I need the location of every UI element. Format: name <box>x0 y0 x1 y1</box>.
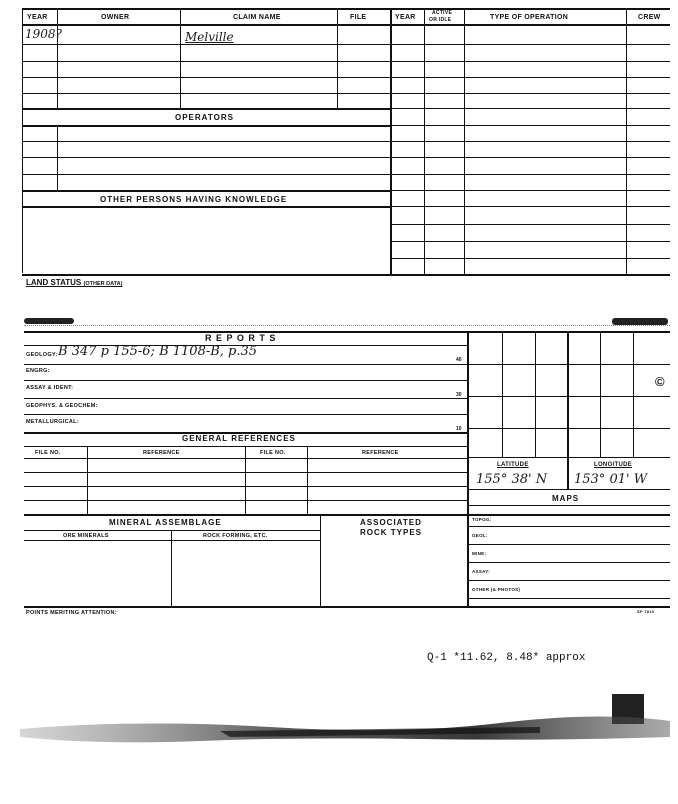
land-status-label: LAND STATUS (OTHER DATA) <box>26 278 123 287</box>
mineral-assemblage-title: MINERAL ASSEMBLAGE <box>109 518 222 527</box>
margin-number-30: 30 <box>456 392 462 398</box>
header-active: ACTIVE <box>432 10 453 16</box>
general-references-title: GENERAL REFERENCES <box>182 434 296 443</box>
map-other: OTHER (& PHOTOS) <box>472 587 521 592</box>
header-owner: OWNER <box>101 14 130 21</box>
header-claim-name: CLAIM NAME <box>233 14 281 21</box>
row1-year: 1908? <box>25 27 62 41</box>
operators-title: OPERATORS <box>175 113 234 122</box>
map-assay: ASSAY: <box>472 569 491 574</box>
header-file: FILE <box>350 14 367 21</box>
gr-reference-2: REFERENCE <box>362 450 399 456</box>
header-year: YEAR <box>27 14 48 21</box>
map-geol: GEOL: <box>472 533 488 538</box>
assay-ident-label: ASSAY & IDENT: <box>26 385 74 391</box>
latitude-value: 155° 38' N <box>476 472 548 487</box>
margin-number-40: 40 <box>456 357 462 363</box>
header-type-of-operation: TYPE OF OPERATION <box>490 14 569 21</box>
geophys-label: GEOPHYS. & GEOCHEM: <box>26 403 98 409</box>
geology-value: B 347 p 155-6; B 1108-B, p.35 <box>58 344 258 359</box>
engrg-label: ENGRG: <box>26 368 50 374</box>
reports-title: R E P O R T S <box>205 333 277 343</box>
typed-coordinates-note: Q-1 *11.62, 8.48* approx <box>427 652 586 664</box>
ink-smudge-left <box>24 318 74 324</box>
latitude-label: LATITUDE <box>497 462 529 468</box>
metallurgical-label: METALLURGICAL: <box>26 419 79 425</box>
geology-label: GEOLOGY: <box>26 352 58 358</box>
header-year-2: YEAR <box>395 14 416 21</box>
header-crew: CREW <box>638 14 661 21</box>
header-or-idle: OR IDLE <box>429 17 452 23</box>
gr-file-no: FILE NO. <box>35 450 61 456</box>
ore-minerals-label: ORE MINERALS <box>63 533 109 539</box>
row1-claim-name: Melville <box>185 30 234 44</box>
scan-noise-band <box>20 715 670 755</box>
gr-reference: REFERENCE <box>143 450 180 456</box>
points-meriting-attention: POINTS MERITING ATTENTION: <box>26 610 117 616</box>
longitude-label: LONGITUDE <box>594 462 633 468</box>
rock-forming-label: ROCK FORMING, ETC. <box>203 533 268 539</box>
map-mine: MINE: <box>472 551 487 556</box>
margin-number-10: 10 <box>456 426 462 432</box>
associated-line2: ROCK TYPES <box>360 528 423 537</box>
gr-file-no-2: FILE NO. <box>260 450 286 456</box>
ink-smudge-right <box>612 318 668 325</box>
longitude-value: 153° 01' W <box>574 472 648 487</box>
map-topog: TOPOG: <box>472 517 492 522</box>
maps-title: MAPS <box>552 494 580 503</box>
punch-mark-icon: © <box>655 374 665 389</box>
associated-line1: ASSOCIATED <box>360 518 422 527</box>
form-number: SP 7810 <box>637 609 655 614</box>
other-persons-title: OTHER PERSONS HAVING KNOWLEDGE <box>100 195 288 204</box>
